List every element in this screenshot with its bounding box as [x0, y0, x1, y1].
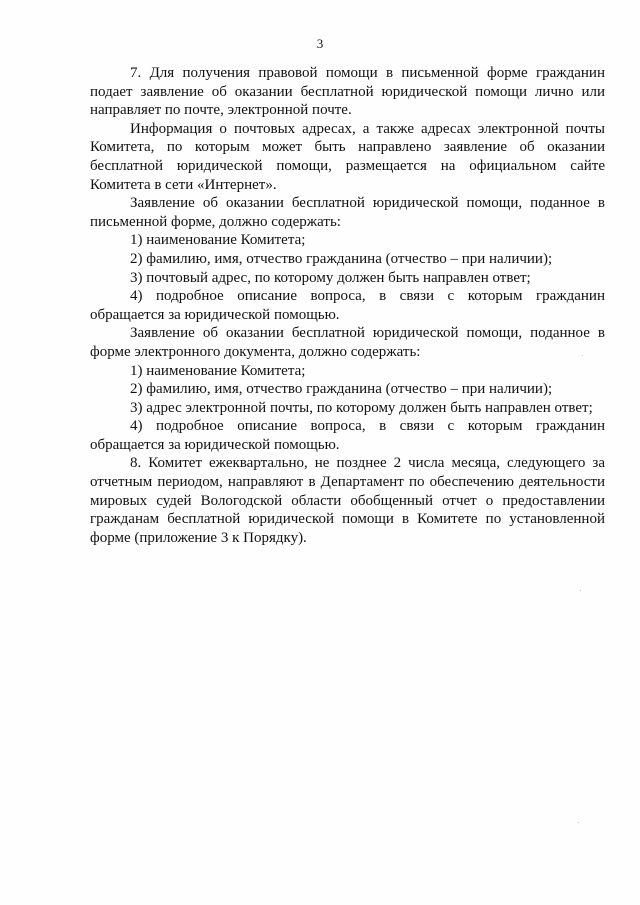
list-item: 3) адрес электронной почты, по которому должен быть направлен ответ; [130, 399, 593, 416]
scan-speck [578, 822, 579, 823]
list-item: 1) наименование Комитета; [130, 362, 306, 379]
paragraph-electronic-application-intro: Заявление об оказании бесплатной юридической помощи, поданное в форме электронного документа, должно содержать: [90, 325, 605, 360]
scan-speck [582, 355, 583, 356]
scan-speck [580, 590, 581, 591]
list-item: 1) наименование Комитета; [130, 232, 306, 249]
paragraph-contact-info: Информация о почтовых адресах, а также адресах электронной почты Комитета, по которым может быть направлено заявление об оказании бесплатной юридической помощи, размещается на официальном сайте Комитета в сети «Интернет». [90, 120, 605, 193]
list-item: 2) фамилию, имя, отчество гражданина (отчество – при наличии); [130, 381, 553, 398]
list-item: 4) подробное описание вопроса, в связи с которым гражданин обращается за юридической помощью. [90, 418, 605, 453]
paragraph-item-8: 8. Комитет ежеквартально, не позднее 2 числа месяца, следующего за отчетным периодом, направляют в Департамент по обеспечению деятельности мировых судей Вологодской области обобщенный отчет о предоставлении гражданам бесплатной юридической помощи в Комитете по установленной форме (приложение 3 к Порядку). [90, 455, 605, 546]
list-item: 4) подробное описание вопроса, в связи с которым гражданин обращается за юридической помощью. [90, 288, 605, 323]
list-item: 2) фамилию, имя, отчество гражданина (отчество – при наличии); [130, 250, 553, 267]
document-body [90, 64, 605, 547]
paragraph-written-application-intro: Заявление об оказании бесплатной юридической помощи, поданное в письменной форме, должно содержать: [90, 195, 605, 230]
page-number: 3 [316, 36, 324, 51]
paragraph-item-7: 7. Для получения правовой помощи в письменной форме гражданин подает заявление об оказании бесплатной юридической помощи лично или направляет по почте, электронной почте. [90, 65, 605, 119]
list-item: 3) почтовый адрес, по которому должен быть направлен ответ; [130, 269, 531, 286]
